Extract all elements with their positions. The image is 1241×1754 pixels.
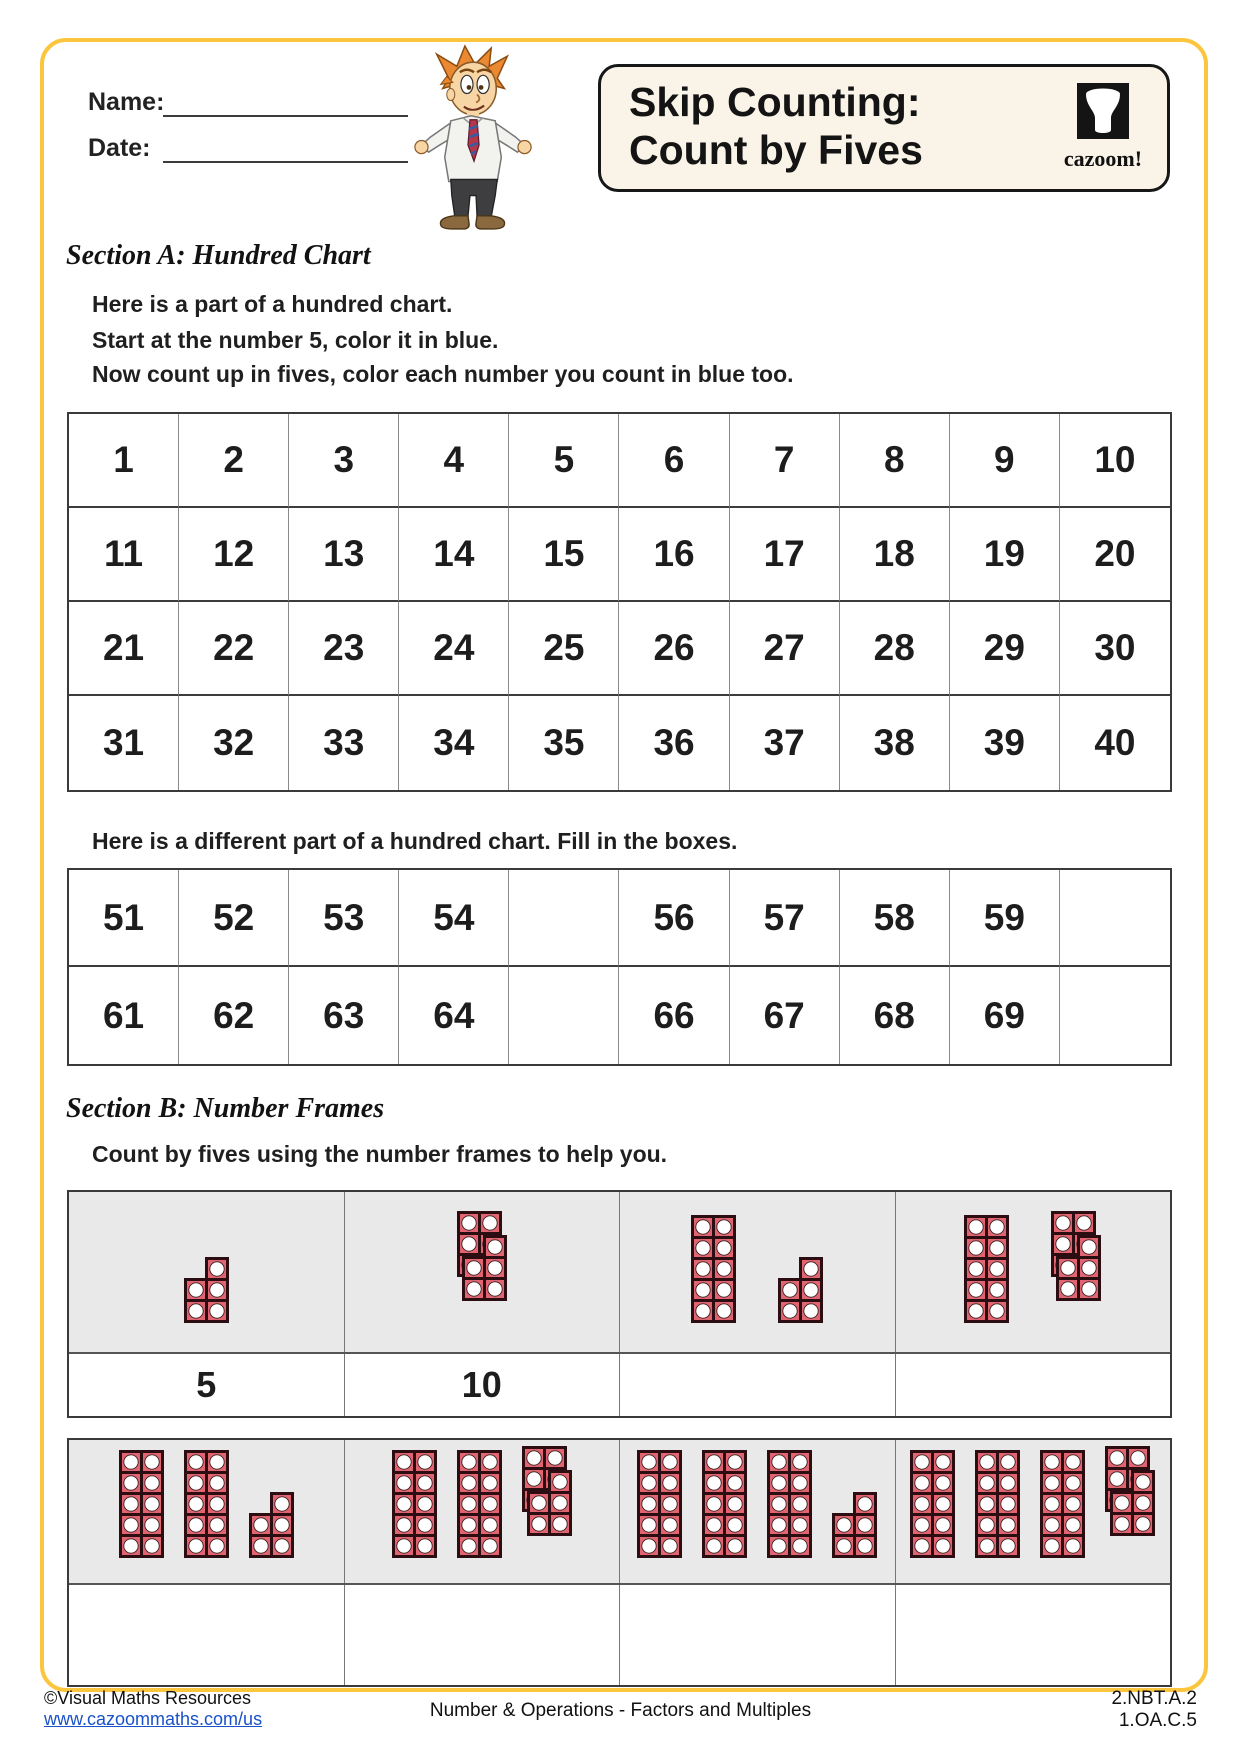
number-frame-piece-five <box>248 1491 295 1559</box>
number-frame-piece-five <box>777 1256 824 1324</box>
instruction-line-2: Start at the number 5, color it in blue. <box>92 327 499 353</box>
hundred-chart-number-cell[interactable]: 27 <box>730 602 840 696</box>
hundred-chart-number-cell[interactable]: 34 <box>399 696 509 790</box>
hundred-chart-number-cell[interactable]: 4 <box>399 414 509 508</box>
hundred-chart-empty-cell[interactable] <box>509 870 619 967</box>
date-input-line[interactable] <box>163 161 408 163</box>
hundred-chart-number-cell[interactable]: 18 <box>840 508 950 602</box>
hundred-chart-number-cell[interactable]: 19 <box>950 508 1060 602</box>
hundred-chart-number-cell[interactable]: 29 <box>950 602 1060 696</box>
instruction-fill-boxes: Here is a different part of a hundred chart. Fill in the boxes. <box>92 828 738 854</box>
name-input-line[interactable] <box>163 115 408 117</box>
hundred-chart-number-cell[interactable]: 39 <box>950 696 1060 790</box>
number-frame-cell <box>345 1440 621 1583</box>
hundred-chart-number-cell[interactable]: 12 <box>179 508 289 602</box>
hundred-chart-number-cell[interactable]: 20 <box>1060 508 1170 602</box>
answer-blank-cell[interactable] <box>620 1585 896 1685</box>
number-frame-cell <box>69 1192 345 1352</box>
hundred-chart-number-cell[interactable]: 36 <box>619 696 729 790</box>
number-frame-cell <box>620 1192 896 1352</box>
hundred-chart-number-cell: 63 <box>289 967 399 1064</box>
answer-value-cell: 5 <box>69 1354 345 1416</box>
title-line-1: Skip Counting: <box>629 79 921 125</box>
number-frame-piece-ten <box>456 1449 503 1559</box>
hundred-chart-number-cell[interactable]: 14 <box>399 508 509 602</box>
instruction-line-1: Here is a part of a hundred chart. <box>92 291 453 317</box>
answers-row <box>69 1354 1170 1416</box>
hundred-chart-number-cell: 52 <box>179 870 289 967</box>
instruction-line-3: Now count up in fives, color each number you count in blue too. <box>92 361 794 387</box>
number-frame-cell <box>345 1192 621 1352</box>
copyright-text: ©Visual Maths Resources <box>44 1688 252 1708</box>
hundred-chart-number-cell[interactable]: 35 <box>509 696 619 790</box>
answer-blank-cell[interactable] <box>896 1585 1171 1685</box>
cazoom-logo-text: cazoom! <box>1063 146 1143 171</box>
number-frame-piece-ten-split <box>521 1445 573 1559</box>
hundred-chart-number-cell[interactable]: 3 <box>289 414 399 508</box>
hundred-chart-number-cell[interactable]: 11 <box>69 508 179 602</box>
standard-code-1: 2.NBT.A.2 <box>1111 1688 1197 1709</box>
answer-blank-cell[interactable] <box>620 1354 896 1416</box>
number-frame-piece-ten-split <box>1050 1210 1102 1324</box>
hundred-chart-number-cell[interactable]: 33 <box>289 696 399 790</box>
hundred-chart-number-cell: 58 <box>840 870 950 967</box>
hundred-chart-number-cell[interactable]: 32 <box>179 696 289 790</box>
cazoom-drum-icon <box>1075 83 1131 143</box>
number-frame-cell <box>896 1440 1171 1583</box>
answer-blank-cell[interactable] <box>69 1585 345 1685</box>
answer-value-cell: 10 <box>345 1354 621 1416</box>
hundred-chart-number-cell: 56 <box>619 870 729 967</box>
hundred-chart-number-cell[interactable]: 30 <box>1060 602 1170 696</box>
footer-topic: Number & Operations - Factors and Multiples <box>429 1700 812 1721</box>
hundred-chart-number-cell: 53 <box>289 870 399 967</box>
hundred-chart-number-cell[interactable]: 8 <box>840 414 950 508</box>
number-frame-piece-ten <box>909 1449 956 1559</box>
number-frame-piece-five <box>831 1491 878 1559</box>
number-frame-piece-ten <box>183 1449 230 1559</box>
hundred-chart-empty-cell[interactable] <box>1060 967 1170 1064</box>
hundred-chart-number-cell: 51 <box>69 870 179 967</box>
hundred-chart-number-cell[interactable]: 7 <box>730 414 840 508</box>
hundred-chart-number-cell[interactable]: 22 <box>179 602 289 696</box>
instruction-section-b: Count by fives using the number frames to help you. <box>92 1141 668 1167</box>
frames-row <box>69 1192 1170 1354</box>
hundred-chart-number-cell[interactable]: 40 <box>1094 722 1136 763</box>
hundred-chart-number-cell: 57 <box>730 870 840 967</box>
hundred-chart-number-cell: 61 <box>69 967 179 1064</box>
hundred-chart-number-cell[interactable]: 21 <box>69 602 179 696</box>
hundred-chart-number-cell[interactable]: 17 <box>730 508 840 602</box>
hundred-chart-number-cell[interactable]: 10 <box>1060 414 1170 508</box>
date-label: Date: <box>88 134 151 162</box>
footer-standards <box>1111 1688 1197 1732</box>
hundred-chart-number-cell[interactable]: 28 <box>840 602 950 696</box>
number-frame-piece-ten <box>701 1449 748 1559</box>
hundred-chart-number-cell[interactable]: 25 <box>509 602 619 696</box>
hundred-chart-number-cell: 69 <box>950 967 1060 1064</box>
number-frame-piece-ten <box>391 1449 438 1559</box>
hundred-chart-number-cell: 59 <box>950 870 1060 967</box>
number-frame-piece-ten-split <box>456 1210 508 1324</box>
hundred-chart-number-cell: 68 <box>840 967 950 1064</box>
number-frame-piece-ten <box>974 1449 1021 1559</box>
hundred-chart-grid-2 <box>67 868 1172 1066</box>
hundred-chart-number-cell: 67 <box>730 967 840 1064</box>
number-frames-table-1 <box>67 1190 1172 1418</box>
hundred-chart-number-cell[interactable]: 37 <box>730 696 840 790</box>
hundred-chart-number-cell[interactable]: 9 <box>950 414 1060 508</box>
section-b-heading: Section B: Number Frames <box>66 1093 385 1124</box>
hundred-chart-number-cell: 62 <box>179 967 289 1064</box>
hundred-chart-number-cell[interactable]: 24 <box>399 602 509 696</box>
number-frame-piece-ten <box>636 1449 683 1559</box>
number-frame-piece-five <box>183 1256 230 1324</box>
hundred-chart-number-cell[interactable]: 1 <box>69 414 179 508</box>
standard-code-2: 1.OA.C.5 <box>1118 1710 1197 1731</box>
number-frame-cell <box>620 1440 896 1583</box>
hundred-chart-number-cell: 54 <box>399 870 509 967</box>
hundred-chart-grid-1 <box>67 412 1172 792</box>
hundred-chart-number-cell: 66 <box>619 967 729 1064</box>
hundred-chart-number-cell[interactable]: 31 <box>69 696 179 790</box>
number-frame-piece-ten <box>690 1214 737 1324</box>
number-frame-piece-ten <box>118 1449 165 1559</box>
name-label: Name: <box>88 88 165 116</box>
hundred-chart-number-cell[interactable]: 16 <box>619 508 729 602</box>
hundred-chart-number-cell: 64 <box>399 967 509 1064</box>
hundred-chart-number-cell[interactable]: 26 <box>619 602 729 696</box>
number-frames-table-2 <box>67 1438 1172 1687</box>
answer-blank-cell[interactable] <box>896 1354 1171 1416</box>
worksheet-title-box <box>598 64 1170 192</box>
worksheet-title <box>629 79 923 175</box>
hundred-chart-number-cell[interactable]: 23 <box>289 602 399 696</box>
number-frame-piece-ten <box>1039 1449 1086 1559</box>
title-line-2: Count by Fives <box>629 126 923 173</box>
cartoon-character-illustration <box>406 44 538 236</box>
hundred-chart-number-cell[interactable]: 2 <box>179 414 289 508</box>
website-link[interactable]: www.cazoommaths.com/us <box>44 1709 263 1729</box>
hundred-chart-empty-cell[interactable] <box>509 967 619 1064</box>
hundred-chart-number-cell[interactable]: 6 <box>619 414 729 508</box>
number-frame-piece-ten <box>963 1214 1010 1324</box>
cazoom-logo <box>1055 83 1151 172</box>
number-frame-cell <box>69 1440 345 1583</box>
answer-blank-cell[interactable] <box>345 1585 621 1685</box>
hundred-chart-number-cell[interactable]: 15 <box>509 508 619 602</box>
hundred-chart-empty-cell[interactable] <box>1060 870 1170 967</box>
hundred-chart-number-cell[interactable]: 5 <box>509 414 619 508</box>
frames-row <box>69 1440 1170 1585</box>
answers-row <box>69 1585 1170 1685</box>
number-frame-cell <box>896 1192 1171 1352</box>
number-frame-piece-ten <box>766 1449 813 1559</box>
hundred-chart-number-cell[interactable]: 13 <box>289 508 399 602</box>
number-frame-piece-ten-split <box>1104 1445 1156 1559</box>
section-a-heading: Section A: Hundred Chart <box>66 240 371 271</box>
hundred-chart-number-cell[interactable]: 38 <box>840 696 950 790</box>
